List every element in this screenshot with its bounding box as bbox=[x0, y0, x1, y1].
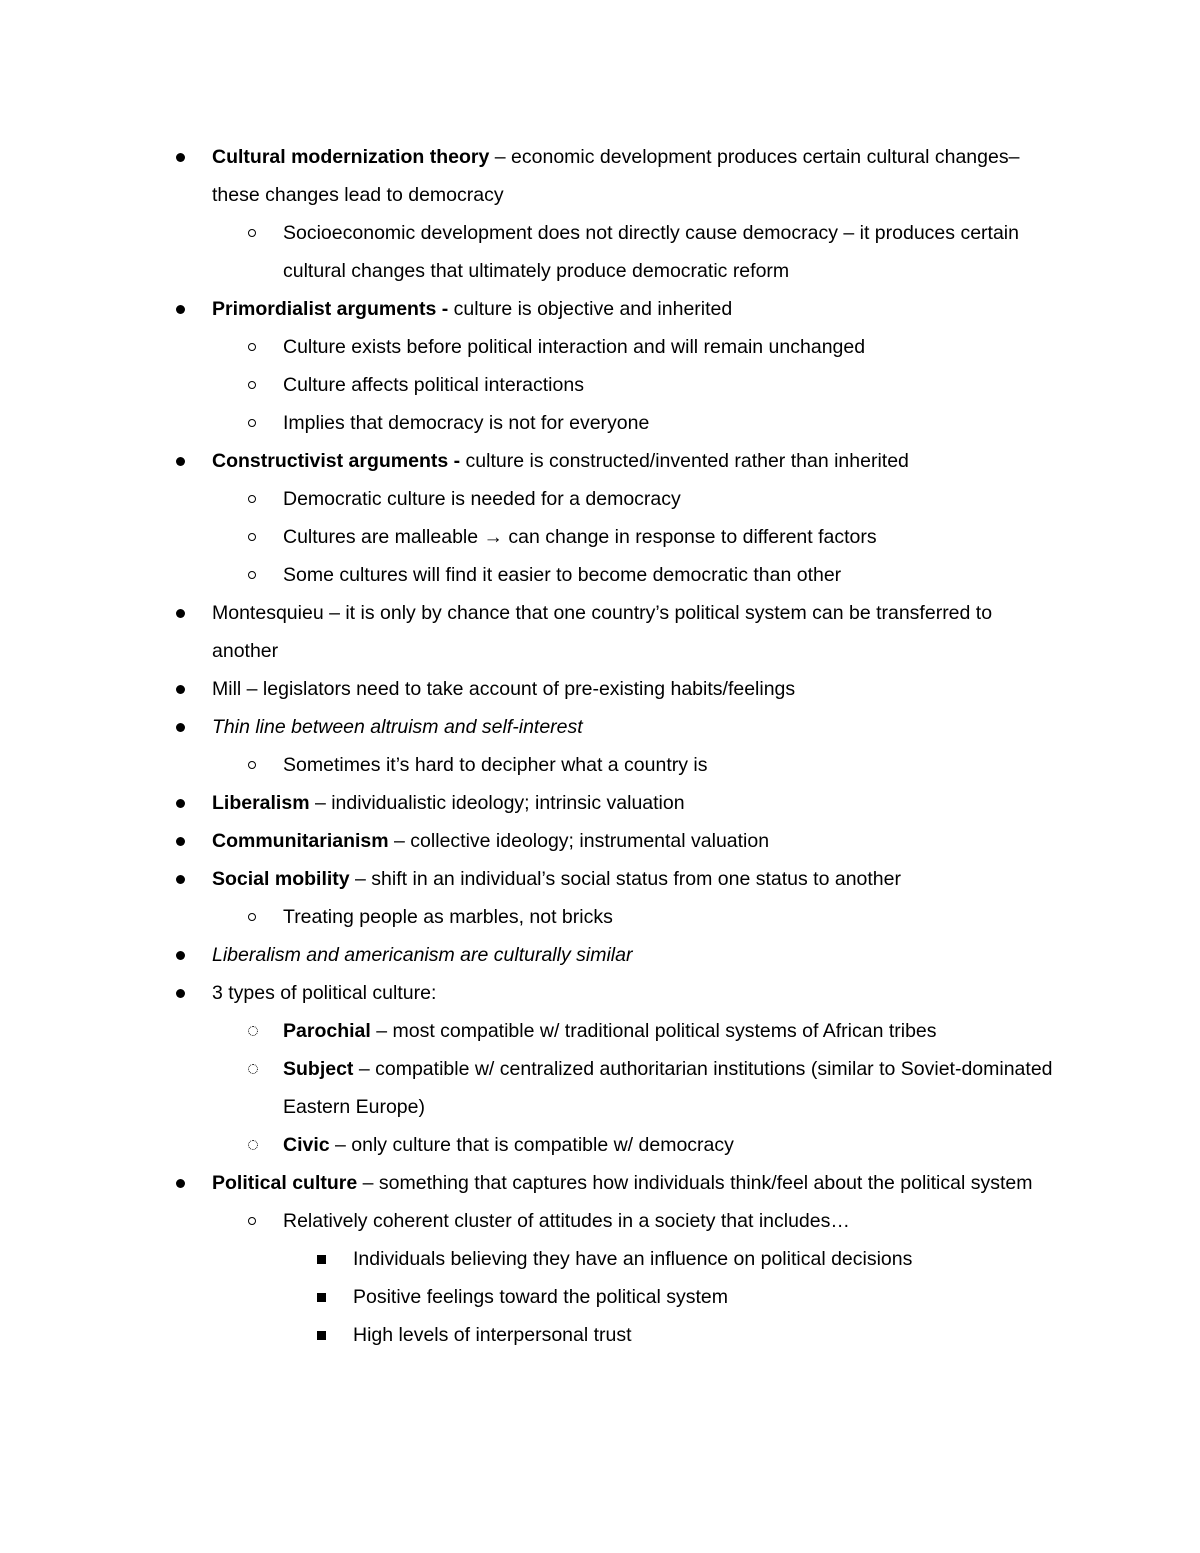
term-label: Social mobility bbox=[212, 868, 350, 890]
item-text: High levels of interpersonal trust bbox=[353, 1324, 632, 1346]
bullet-circle-icon bbox=[248, 746, 256, 784]
notes-list bbox=[0, 138, 1200, 1354]
sub-bullet-some-cultures bbox=[0, 556, 1060, 594]
item-text: – compatible w/ centralized authoritarian institutions (similar to Soviet-dominated Eastern Europe) bbox=[283, 1058, 1053, 1118]
sub-bullet-socioeconomic bbox=[0, 214, 1060, 290]
bullet-disc-icon bbox=[176, 594, 185, 632]
bullet-montesquieu bbox=[0, 594, 1060, 670]
item-text: Cultures are malleable → can change in response to different factors bbox=[283, 526, 877, 548]
bullet-disc-icon bbox=[176, 784, 185, 822]
item-text: Montesquieu – it is only by chance that one country’s political system can be transferred to another bbox=[212, 602, 993, 662]
sub-sub-bullet-influence bbox=[0, 1240, 1060, 1278]
bullet-disc-icon bbox=[176, 822, 185, 860]
item-text: culture is constructed/invented rather than inherited bbox=[460, 450, 909, 472]
bullet-disc-icon bbox=[176, 442, 185, 480]
bullet-disc-icon bbox=[176, 936, 185, 974]
bullet-disc-icon bbox=[176, 290, 185, 328]
bullet-liberalism-americanism bbox=[0, 936, 1060, 974]
item-text: 3 types of political culture: bbox=[212, 982, 437, 1004]
sub-sub-bullet-positive-feelings bbox=[0, 1278, 1060, 1316]
item-text: Culture exists before political interaction and will remain unchanged bbox=[283, 336, 866, 358]
item-text: Relatively coherent cluster of attitudes in a society that includes… bbox=[283, 1210, 850, 1232]
item-text: Treating people as marbles, not bricks bbox=[283, 906, 613, 928]
bullet-circle-icon bbox=[248, 480, 256, 518]
item-text: – individualistic ideology; intrinsic valuation bbox=[309, 792, 685, 814]
bullet-circle-icon bbox=[248, 366, 256, 404]
item-text: Individuals believing they have an influence on political decisions bbox=[353, 1248, 913, 1270]
sub-bullet-coherent-cluster bbox=[0, 1202, 1060, 1240]
bullet-dotted-circle-icon bbox=[248, 1050, 258, 1088]
item-text: – something that captures how individuals think/feel about the political system bbox=[357, 1172, 1033, 1194]
term-label: Communitarianism bbox=[212, 830, 389, 852]
bullet-circle-icon bbox=[248, 214, 256, 252]
bullet-cultural-modernization bbox=[0, 138, 1060, 214]
bullet-circle-icon bbox=[248, 404, 256, 442]
sub-bullet-culture-affects bbox=[0, 366, 1060, 404]
item-text: – most compatible w/ traditional political systems of African tribes bbox=[370, 1020, 937, 1042]
bullet-square-icon bbox=[317, 1240, 326, 1278]
bullet-circle-icon bbox=[248, 898, 256, 936]
sub-bullet-civic bbox=[0, 1126, 1060, 1164]
term-label: Liberalism bbox=[212, 792, 310, 814]
term-label: Constructivist arguments - bbox=[212, 450, 461, 472]
item-text: Some cultures will find it easier to become democratic than other bbox=[283, 564, 842, 586]
bullet-primordialist bbox=[0, 290, 1060, 328]
sub-bullet-implies bbox=[0, 404, 1060, 442]
item-text: – only culture that is compatible w/ democracy bbox=[329, 1134, 734, 1156]
bullet-dotted-circle-icon bbox=[248, 1126, 258, 1164]
sub-bullet-parochial bbox=[0, 1012, 1060, 1050]
item-text: – collective ideology; instrumental valuation bbox=[388, 830, 770, 852]
sub-sub-bullet-trust bbox=[0, 1316, 1060, 1354]
bullet-liberalism bbox=[0, 784, 1060, 822]
term-label: Subject bbox=[283, 1058, 354, 1080]
sub-bullet-marbles bbox=[0, 898, 1060, 936]
term-label: Civic bbox=[283, 1134, 330, 1156]
bullet-circle-icon bbox=[248, 328, 256, 366]
item-text: Mill – legislators need to take account of pre-existing habits/feelings bbox=[212, 678, 796, 700]
bullet-disc-icon bbox=[176, 974, 185, 1012]
sub-bullet-decipher bbox=[0, 746, 1060, 784]
bullet-circle-icon bbox=[248, 518, 256, 556]
bullet-disc-icon bbox=[176, 138, 185, 176]
bullet-disc-icon bbox=[176, 1164, 185, 1202]
item-text: Positive feelings toward the political system bbox=[353, 1286, 729, 1308]
item-text: Liberalism and americanism are culturally similar bbox=[212, 944, 633, 966]
item-text: Democratic culture is needed for a democracy bbox=[283, 488, 681, 510]
bullet-constructivist bbox=[0, 442, 1060, 480]
term-label: Primordialist arguments - bbox=[212, 298, 449, 320]
bullet-communitarianism bbox=[0, 822, 1060, 860]
bullet-disc-icon bbox=[176, 708, 185, 746]
bullet-circle-icon bbox=[248, 556, 256, 594]
bullet-disc-icon bbox=[176, 670, 185, 708]
term-label: Cultural modernization theory bbox=[212, 146, 490, 168]
item-text: – economic development produces certain cultural changes– these changes lead to democracy bbox=[212, 146, 1020, 206]
bullet-mill bbox=[0, 670, 1060, 708]
item-text: Implies that democracy is not for everyone bbox=[283, 412, 650, 434]
term-label: Parochial bbox=[283, 1020, 371, 1042]
bullet-square-icon bbox=[317, 1316, 326, 1354]
sub-bullet-culture-exists bbox=[0, 328, 1060, 366]
sub-bullet-subject bbox=[0, 1050, 1060, 1126]
term-label: Political culture bbox=[212, 1172, 358, 1194]
item-text: Culture affects political interactions bbox=[283, 374, 584, 396]
bullet-social-mobility bbox=[0, 860, 1060, 898]
bullet-dotted-circle-icon bbox=[248, 1012, 258, 1050]
bullet-square-icon bbox=[317, 1278, 326, 1316]
item-text: culture is objective and inherited bbox=[448, 298, 733, 320]
bullet-thin-line bbox=[0, 708, 1060, 746]
bullet-three-types bbox=[0, 974, 1060, 1012]
item-text: Sometimes it’s hard to decipher what a country is bbox=[283, 754, 708, 776]
sub-bullet-democratic-culture bbox=[0, 480, 1060, 518]
bullet-circle-icon bbox=[248, 1202, 256, 1240]
bullet-disc-icon bbox=[176, 860, 185, 898]
sub-bullet-malleable bbox=[0, 518, 1060, 556]
bullet-political-culture bbox=[0, 1164, 1060, 1202]
item-text: Socioeconomic development does not directly cause democracy – it produces certain cultural changes that ultimately produce democratic reform bbox=[283, 222, 1019, 282]
item-text: Thin line between altruism and self-interest bbox=[212, 716, 583, 738]
item-text: – shift in an individual’s social status from one status to another bbox=[349, 868, 901, 890]
